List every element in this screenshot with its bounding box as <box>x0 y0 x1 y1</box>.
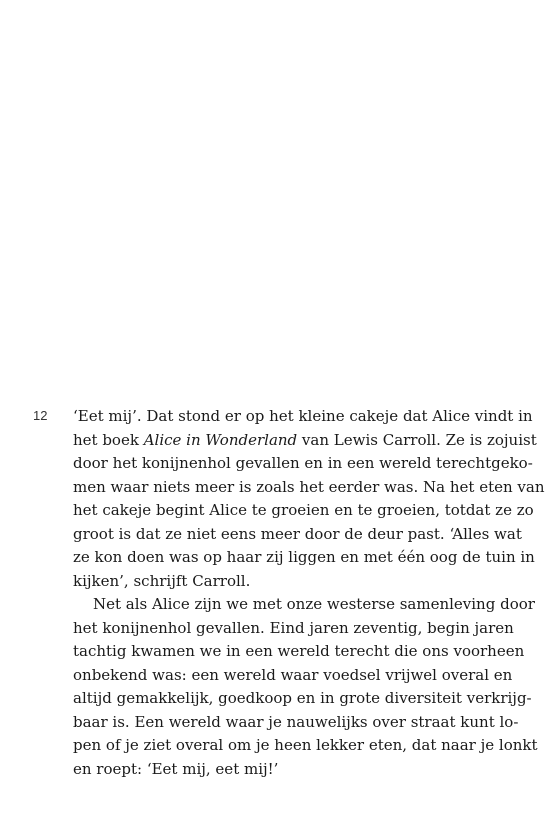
text-line: ‘Eet mij’. Dat stond er op het kleine cakeje dat Alice vindt in <box>73 407 533 425</box>
paragraph-2 <box>73 593 538 781</box>
text-line: ze kon doen was op haar zij liggen en met één oog de tuin in <box>73 548 535 566</box>
paragraph-1 <box>73 405 545 593</box>
text-line: Net als Alice zijn we met onze westerse samenleving door <box>93 595 535 613</box>
body-text <box>73 405 545 781</box>
text-line: door het konijnenhol gevallen en in een wereld terechtgeko- <box>73 454 533 472</box>
text-line: het konijnenhol gevallen. Eind jaren zeventig, begin jaren <box>73 618 514 637</box>
text-line: baar is. Een wereld waar je nauwelijks over straat kunt lo- <box>73 712 519 731</box>
text-line: tachtig kwamen we in een wereld terecht die ons voorheen <box>73 642 525 660</box>
text-line: groot is dat ze niet eens meer door de deur past. ‘Alles wat <box>73 524 522 543</box>
page-number: 12 <box>33 408 48 423</box>
text-line: altijd gemakkelijk, goedkoop en in grote diversiteit verkrijg- <box>73 689 532 707</box>
text-line: kijken’, schrijft Carroll. <box>73 571 251 590</box>
text-line: onbekend was: een wereld waar voedsel vrijwel overal en <box>73 665 513 684</box>
text-segment: het boek <box>73 430 144 449</box>
text-line: het cakeje begint Alice te groeien en te groeien, totdat ze zo <box>73 501 534 519</box>
text-line: en roept: ‘Eet mij, eet mij!’ <box>73 759 279 778</box>
book-title: Alice in Wonderland <box>143 430 298 449</box>
text-line: men waar niets meer is zoals het eerder was. Na het eten van <box>73 477 545 496</box>
text-line <box>73 429 537 453</box>
text-segment: van Lewis Carroll. Ze is zojuist <box>297 430 537 449</box>
text-line: pen of je ziet overal om je heen lekker eten, dat naar je lonkt <box>73 736 538 754</box>
